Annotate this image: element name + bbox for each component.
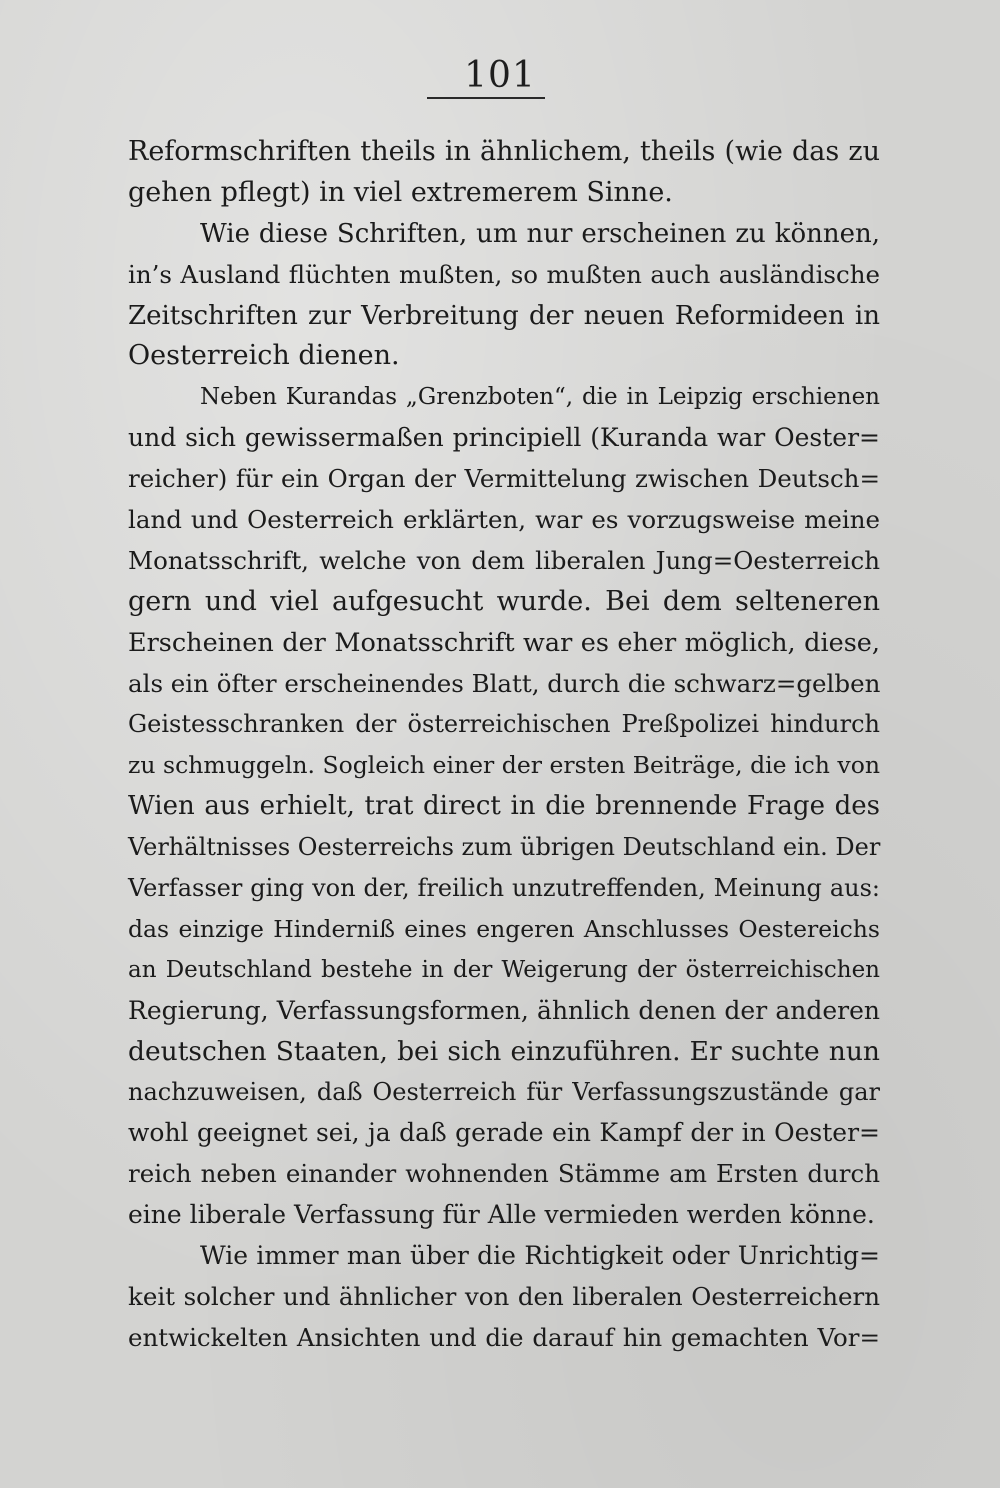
- text-line: reicher) für ein Organ der Vermittelung zwischen Deutsch=: [128, 464, 880, 494]
- text-line: entwickelten Ansichten und die darauf hin gemachten Vor=: [128, 1322, 880, 1352]
- text-line: reich neben einander wohnenden Stämme am Ersten durch: [128, 1159, 880, 1189]
- text-line: gern und viel aufgesucht wurde. Bei dem selteneren: [128, 585, 880, 617]
- text-line: an Deutschland bestehe in der Weigerung der österreichischen: [128, 956, 880, 983]
- text-line: Oesterreich dienen.: [128, 340, 400, 372]
- text-line: Geistesschranken der österreichischen Preßpolizei hindurch: [128, 710, 880, 739]
- text-line: Wien aus erhielt, trat direct in die brennende Frage des: [128, 791, 880, 822]
- text-line: und sich gewissermaßen principiell (Kuranda war Oester=: [128, 423, 880, 453]
- text-line: Verfasser ging von der, freilich unzutreffenden, Meinung aus:: [128, 874, 880, 903]
- text-line: wohl geeignet sei, ja daß gerade ein Kampf der in Oester=: [128, 1118, 880, 1148]
- text-line: zu schmuggeln. Sogleich einer der ersten Beiträge, die ich von: [128, 751, 880, 780]
- text-line: Monatsschrift, welche von dem liberalen Jung=Oesterreich: [128, 545, 880, 575]
- text-line: Zeitschriften zur Verbreitung der neuen Reformideen in: [128, 300, 880, 331]
- page-number: 101: [464, 55, 536, 96]
- text-line: in’s Ausland flüchten mußten, so mußten auch ausländische: [128, 259, 880, 289]
- text-line: Wie diese Schriften, um nur erscheinen zu können,: [200, 218, 880, 249]
- text-line: Reformschriften theils in ähnlichem, theils (wie das zu: [128, 136, 880, 167]
- text-line: keit solcher und ähnlicher von den liberalen Oesterreichern: [128, 1281, 880, 1311]
- text-line: Verhältnisses Oesterreichs zum übrigen Deutschland ein. Der: [128, 833, 881, 862]
- body-text: [128, 132, 880, 1359]
- text-line: Wie immer man über die Richtigkeit oder Unrichtig=: [200, 1241, 880, 1271]
- page-number-rule: [427, 97, 545, 99]
- text-line: Erscheinen der Monatsschrift war es eher möglich, diese,: [128, 627, 880, 658]
- text-line: als ein öfter erscheinendes Blatt, durch die schwarz=gelben: [128, 668, 881, 698]
- text-line: land und Oesterreich erklärten, war es vorzugsweise meine: [128, 505, 880, 535]
- text-line: Neben Kurandas „Grenzboten“, die in Leipzig erschienen: [200, 384, 880, 411]
- text-line: das einzige Hinderniß eines engeren Anschlusses Oestereichs: [128, 914, 880, 943]
- text-line: nachzuweisen, daß Oesterreich für Verfassungszustände gar: [128, 1078, 880, 1107]
- text-line: deutschen Staaten, bei sich einzuführen. Er suchte nun: [128, 1035, 880, 1067]
- text-line: gehen pflegt) in viel extremerem Sinne.: [128, 176, 673, 208]
- text-line: eine liberale Verfassung für Alle vermieden werden könne.: [128, 1200, 875, 1230]
- text-line: Regierung, Verfassungsformen, ähnlich denen der anderen: [128, 995, 880, 1025]
